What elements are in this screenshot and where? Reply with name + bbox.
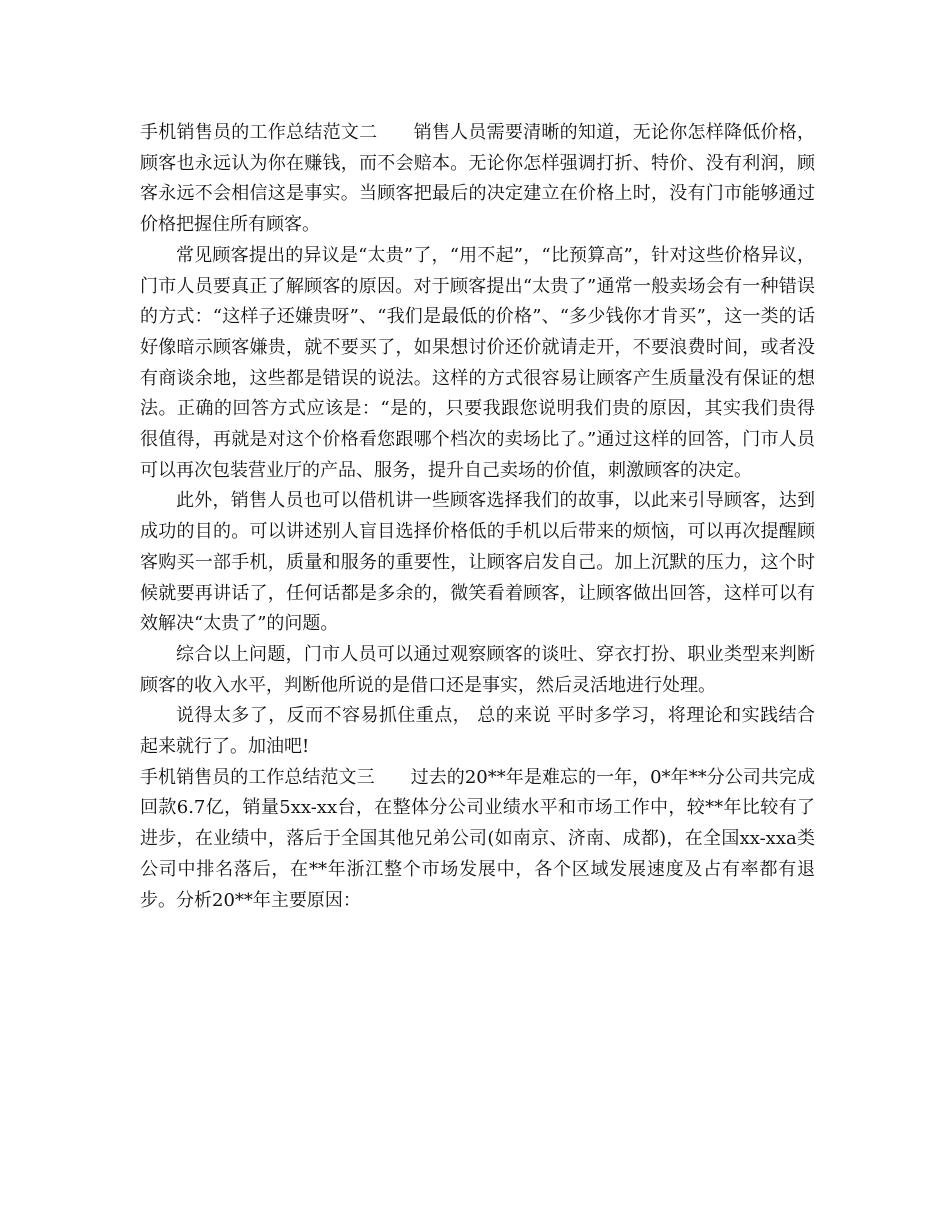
section2-heading: 手机销售员的工作总结范文二 xyxy=(140,122,378,143)
paragraph-2: 常见顾客提出的异议是“太贵”了，“用不起”，“比预算高”，针对这些价格异议，门市人员要真正了解顾客的原因。对于顾客提出“太贵了”通常一般卖场会有一种错误的方式：“这样子还嫌贵呀”、“我们是最低的价格”、“多少钱你才肯买”，这一类的话好像暗示顾客嫌贵，就不要买了，如果想讨价还价就请走开，不要浪费时间，或者没有商谈余地，这些都是错误的说法。这样的方式很容易让顾客产生质量没有保证的想法。正确的回答方式应该是：“是的，只要我跟您说明我们贵的原因，其实我们贵得很值得，再就是对这个价格看您跟哪个档次的卖场比了。”通过这样的回答，门市人员可以再次包装营业厅的产品、服务，提升自己卖场的价值，刺激顾客的决定。 xyxy=(140,244,815,481)
section3-heading: 手机销售员的工作总结范文三 xyxy=(140,766,375,788)
paragraph-4: 综合以上问题，门市人员可以通过观察顾客的谈吐、穿衣打扮、职业类型来判断顾客的收入水平，判断他所说的是借口还是事实，然后灵活地进行处理。 xyxy=(140,643,815,696)
paragraph-6-text: 过去的20**年是难忘的一年，0*年**分公司共完成回款6.7亿，销量5xx-xx台，在整体分公司业绩水平和市场工作中，较**年比较有了进步，在业绩中，落后于全国其他兄弟公司(如南京、济南、成都)，在全国xx-xxa类公司中排名落后，在**年浙江整个市场发展中，各个区域发展速度及占有率都有退步。分析20**年主要原因： xyxy=(140,766,816,911)
paragraph-section2-intro xyxy=(140,118,815,241)
paragraph-3: 此外，销售人员也可以借机讲一些顾客选择我们的故事，以此来引导顾客，达到成功的目的。可以讲述别人盲目选择价格低的手机以后带来的烦恼，可以再次提醒顾客购买一部手机，质量和服务的重要性，让顾客启发自己。加上沉默的压力，这个时候就要再讲话了，任何话都是多余的，微笑看着顾客，让顾客做出回答，这样可以有效解决“太贵了”的问题。 xyxy=(140,490,815,635)
paragraph-5: 说得太多了，反而不容易抓住重点， 总的来说 平时多学习，将理论和实践结合起来就行了。加油吧! xyxy=(140,705,815,758)
paragraph-1-text: 销售人员需要清晰的知道，无论你怎样降低价格，顾客也永远认为你在赚钱，而不会赔本。无论你怎样强调打折、特价、没有利润，顾客永远不会相信这是事实。当顾客把最后的决定建立在价格上时，没有门市能够通过价格把握住所有顾客。 xyxy=(140,122,815,236)
paragraph-section3-intro xyxy=(140,763,815,917)
document-page xyxy=(140,118,815,916)
